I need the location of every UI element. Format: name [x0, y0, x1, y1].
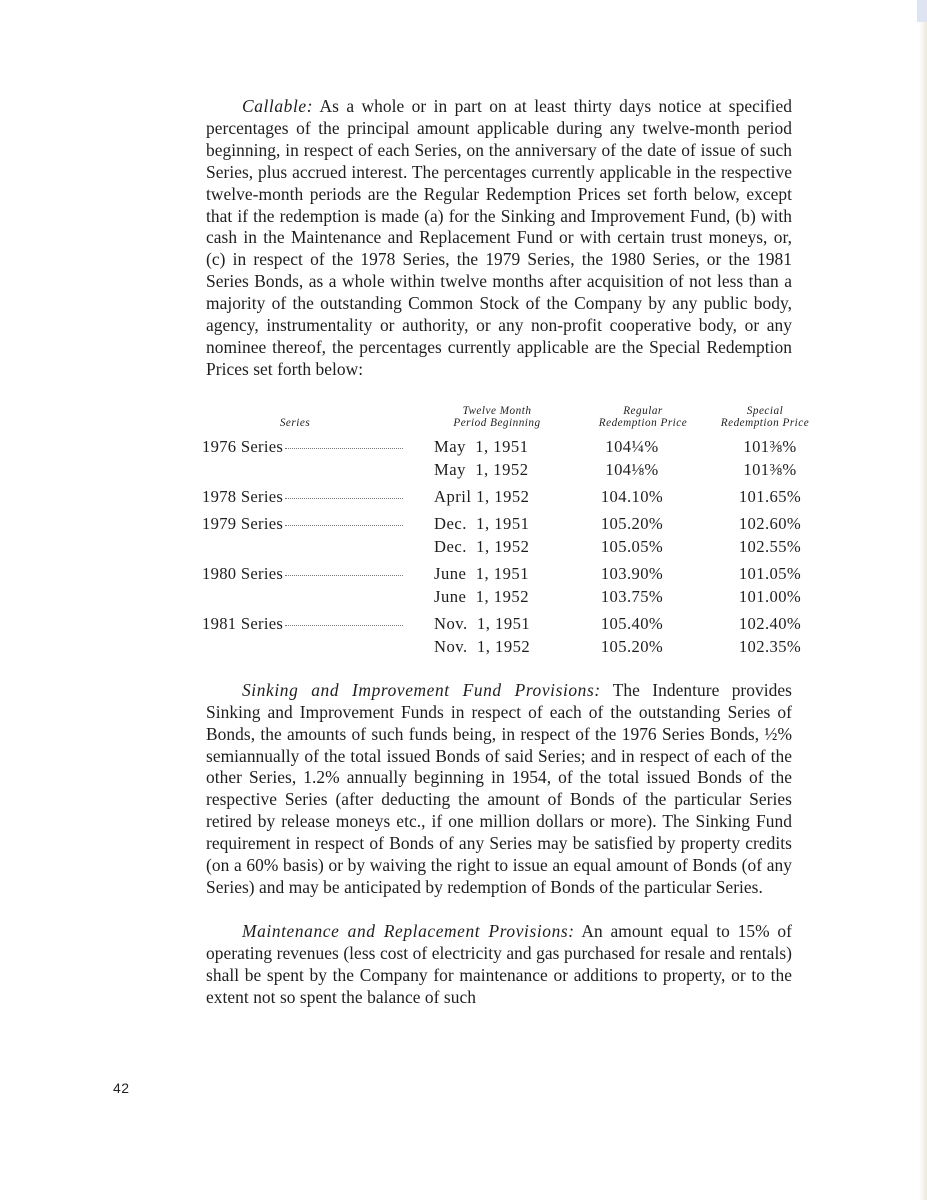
series-group-1976	[202, 435, 822, 481]
series-group-1978	[202, 485, 822, 508]
series-label: 1980 Series	[202, 563, 284, 583]
callable-text: As a whole or in part on at least thirty days notice at specified percentages of the principal amount applicable during any twelve-month period beginning, in respect of each Series, on the anniversary of the date of issue of such Series, plus accrued interest. The percentages currently applicable in the respective twelve-month periods are the Regular Redemption Prices set forth below, except that if the redemption is made (a) for the Sinking and Improvement Fund, (b) with cash in the Maintenance and Replacement Fund or with certain trust moneys, or, (c) in respect of the 1978 Series, the 1979 Series, the 1980 Series, or the 1981 Series Bonds, as a whole within twelve months after acquisition of not less than a majority of the outstanding Common Stock of the Company by any public body, agency, instrumentality or authority, or any non-profit cooperative body, or any nominee thereof, the percentages currently applicable are the Special Redemption Prices set forth below:	[206, 96, 792, 379]
maintenance-heading: Maintenance and Replacement Provisions:	[242, 920, 575, 941]
header-regular-line2: Redemption Price	[598, 416, 688, 429]
series-cell	[202, 512, 428, 535]
header-special-line2: Redemption Price	[720, 416, 810, 429]
callable-heading: Callable:	[242, 96, 314, 116]
document-body	[202, 96, 810, 1008]
period-cell: May 1, 1952	[434, 459, 529, 479]
table-row	[202, 562, 822, 585]
series-cell	[202, 435, 428, 458]
page-number: 42	[113, 1080, 130, 1096]
dot-leader	[285, 448, 403, 449]
header-regular-line1: Regular	[623, 404, 663, 417]
table-row	[202, 485, 822, 508]
series-cell	[202, 562, 428, 585]
series-cell	[202, 485, 428, 508]
page-edge-corner	[917, 0, 927, 22]
special-price-cell: 101.05%	[738, 563, 802, 583]
period-cell: Dec. 1, 1952	[434, 536, 530, 556]
sinking-fund-heading: Sinking and Improvement Fund Provisions:	[242, 679, 601, 700]
series-group-1981	[202, 612, 822, 658]
special-price-cell: 101⅜%	[743, 436, 797, 456]
table-row	[202, 535, 822, 558]
redemption-price-table	[202, 405, 822, 658]
period-cell: Nov. 1, 1951	[434, 613, 531, 633]
regular-price-cell: 105.20%	[600, 513, 664, 533]
special-price-cell: 102.40%	[738, 613, 802, 633]
dot-leader	[285, 498, 403, 499]
regular-price-cell: 104⅛%	[605, 459, 659, 479]
dot-leader	[285, 575, 403, 576]
header-period-line1: Twelve Month	[462, 404, 532, 417]
header-regular	[578, 405, 708, 429]
dot-leader	[285, 525, 403, 526]
header-series-label: Series	[279, 416, 311, 429]
special-price-cell: 102.35%	[738, 636, 802, 656]
period-cell: April 1, 1952	[434, 486, 530, 506]
regular-price-cell: 104.10%	[600, 486, 664, 506]
special-price-cell: 102.60%	[738, 513, 802, 533]
regular-price-cell: 105.05%	[600, 536, 664, 556]
header-period-line2: Period Beginning	[453, 416, 541, 429]
period-cell: May 1, 1951	[434, 436, 529, 456]
period-cell: Dec. 1, 1951	[434, 513, 530, 533]
period-cell: June 1, 1952	[434, 586, 529, 606]
maintenance-paragraph	[206, 921, 792, 1009]
header-series	[202, 417, 428, 429]
series-label: 1976 Series	[202, 436, 284, 456]
table-row	[202, 512, 822, 535]
table-row	[202, 585, 822, 608]
header-special-line1: Special	[746, 404, 784, 417]
regular-price-cell: 104¼%	[605, 436, 659, 456]
special-price-cell: 101⅜%	[743, 459, 797, 479]
series-label: 1979 Series	[202, 513, 284, 533]
series-cell	[202, 612, 428, 635]
series-group-1980	[202, 562, 822, 608]
series-label: 1981 Series	[202, 613, 284, 633]
special-price-cell: 102.55%	[738, 536, 802, 556]
table-header	[202, 405, 822, 429]
regular-price-cell: 105.20%	[600, 636, 664, 656]
regular-price-cell: 103.75%	[600, 586, 664, 606]
callable-paragraph	[206, 96, 792, 381]
page-edge	[919, 0, 927, 1200]
period-cell: Nov. 1, 1952	[434, 636, 531, 656]
table-row	[202, 435, 822, 458]
sinking-fund-text: The Indenture provides Sinking and Improvement Funds in respect of each of the outstanding Series of Bonds, the amounts of such funds being, in respect of the 1976 Series Bonds, ½% semiannually of the total issued Bonds of said Series; and in respect of each of the other Series, 1.2% annually beginning in 1954, of the total issued Bonds of the respective Series (after deducting the amount of Bonds of the particular Series retired by release moneys etc., if one million dollars or more). The Sinking Fund requirement in respect of Bonds of any Series may be satisfied by property credits (on a 60% basis) or by waiving the right to issue an equal amount of Bonds (of any Series) and may be anticipated by redemption of Bonds of the particular Series.	[206, 679, 792, 897]
period-cell: June 1, 1951	[434, 563, 529, 583]
special-price-cell: 101.65%	[738, 486, 802, 506]
regular-price-cell: 103.90%	[600, 563, 664, 583]
regular-price-cell: 105.40%	[600, 613, 664, 633]
sinking-fund-paragraph	[206, 680, 792, 899]
table-row	[202, 458, 822, 481]
table-row	[202, 612, 822, 635]
header-special	[708, 405, 822, 429]
dot-leader	[285, 625, 403, 626]
special-price-cell: 101.00%	[738, 586, 802, 606]
maintenance-text: An amount equal to 15% of operating revenues (less cost of electricity and gas purchased for resale and rentals) shall be spent by the Company for maintenance or additions to property, or to the extent not so spent the balance of such	[206, 920, 792, 1007]
table-row	[202, 635, 822, 658]
series-label: 1978 Series	[202, 486, 284, 506]
header-period	[428, 405, 578, 429]
series-group-1979	[202, 512, 822, 558]
